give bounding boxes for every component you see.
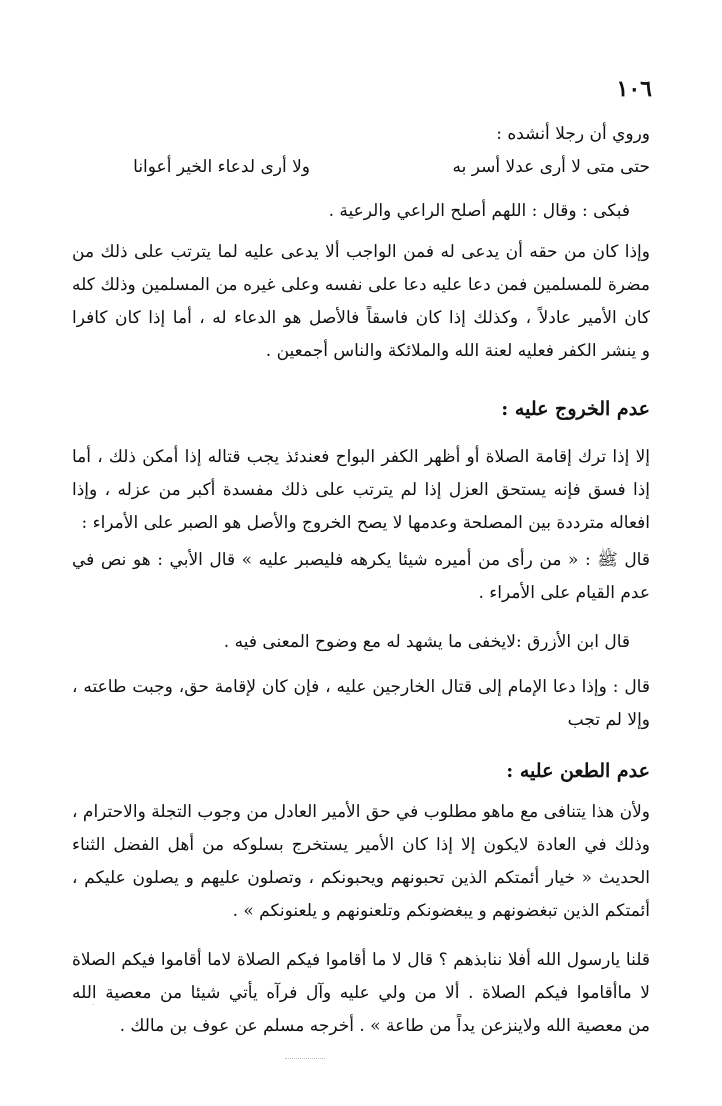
paragraph-line: قلنا يارسول الله أفلا ننابذهم ؟ قال لا ما أقاموا فيكم الصلاة لاما أقاموا فيكم الصلاة	[72, 950, 650, 970]
page-number: ١٠٦	[616, 76, 652, 102]
paragraph-line: أئمتكم الذين تبغضونهم و يبغضونكم وتلعنونهم و يلعنونكم » .	[232, 901, 650, 921]
paragraph-line: من معصية الله ولاينزعن يداً من طاعة » . أخرجه مسلم عن عوف بن مالك .	[119, 1016, 650, 1036]
paragraph-line: مضرة للمسلمين فمن دعا عليه دعا على نفسه وعلى غيره من المسلمين وذلك كله	[72, 275, 650, 295]
scan-mark	[285, 1058, 325, 1059]
paragraph-line: لا ماأقاموا فيكم الصلاة . ألا من ولي عليه وآل فرآه يأتي شيئا من معصية الله	[72, 983, 650, 1003]
paragraph-line: وذلك في العادة لايكون إلا إذا كان الأمير يستخرج بسلوكه من أهل الفضل الثناء	[72, 835, 650, 855]
verse-first-hemistich: حتى متى لا أرى عدلا أسر به	[452, 157, 650, 177]
paragraph-line: كان الأمير عادلاً ، وكذلك إذا كان فاسقاً فالأصل هو الدعاء له ، أما إذا كان كافرا	[72, 308, 650, 328]
paragraph-line: قال ﷺ : « من رأى من أميره شيئا يكرهه فليصبر عليه » قال الأُبي : هو نص في	[72, 550, 650, 570]
paragraph-line: وإذا كان من حقه أن يدعى له فمن الواجب ألا يدعى عليه لما يترتب على ذلك من	[72, 242, 650, 262]
paragraph-line: و ينشر الكفر فعليه لعنة الله والملائكة والناس أجمعين .	[265, 341, 650, 361]
section-heading: عدم الخروج عليه :	[501, 398, 650, 420]
paragraph-line: الحديث « خيار أئمتكم الذين تحبونهم ويحبونكم ، وتصلون عليهم و يصلون عليكم ،	[72, 868, 650, 888]
paragraph-line: وإلا لم تجب	[567, 710, 650, 730]
paragraph-line: قال ابن الأزرق :لايخفى ما يشهد له مع وضوح المعنى فيه .	[223, 632, 630, 652]
section-heading: عدم الطعن عليه :	[506, 760, 650, 782]
paragraph-line: قال : وإذا دعا الإمام إلى قتال الخارجين عليه ، فإن كان لإقامة حق، وجبت طاعته ،	[72, 677, 650, 697]
paragraph-line: ولأن هذا يتنافى مع ماهو مطلوب في حق الأمير العادل من وجوب التجلة والاحترام ،	[72, 802, 650, 822]
intro-line: وروي أن رجلا أنشده :	[496, 124, 650, 144]
after-verse-line: فبكى : وقال : اللهم أصلح الراعي والرعية .	[328, 201, 630, 221]
paragraph-line: إلا إذا ترك إقامة الصلاة أو أظهر الكفر البواح فعندئذ يجب قتاله إذا أمكن ذلك ، أما	[72, 447, 650, 467]
paragraph-line: إذا فسق فإنه يستحق العزل إذا لم يترتب على ذلك مفسدة أكبر من عزله ، وإذا	[72, 480, 650, 500]
paragraph-line: عدم القيام على الأمراء .	[478, 583, 650, 603]
paragraph-line: افعاله مترددة بين المصلحة وعدمها لا يصح الخروج والأصل هو الصبر على الأمراء :	[81, 513, 650, 533]
verse-second-hemistich: ولا أرى لدعاء الخير أعوانا	[133, 157, 310, 177]
